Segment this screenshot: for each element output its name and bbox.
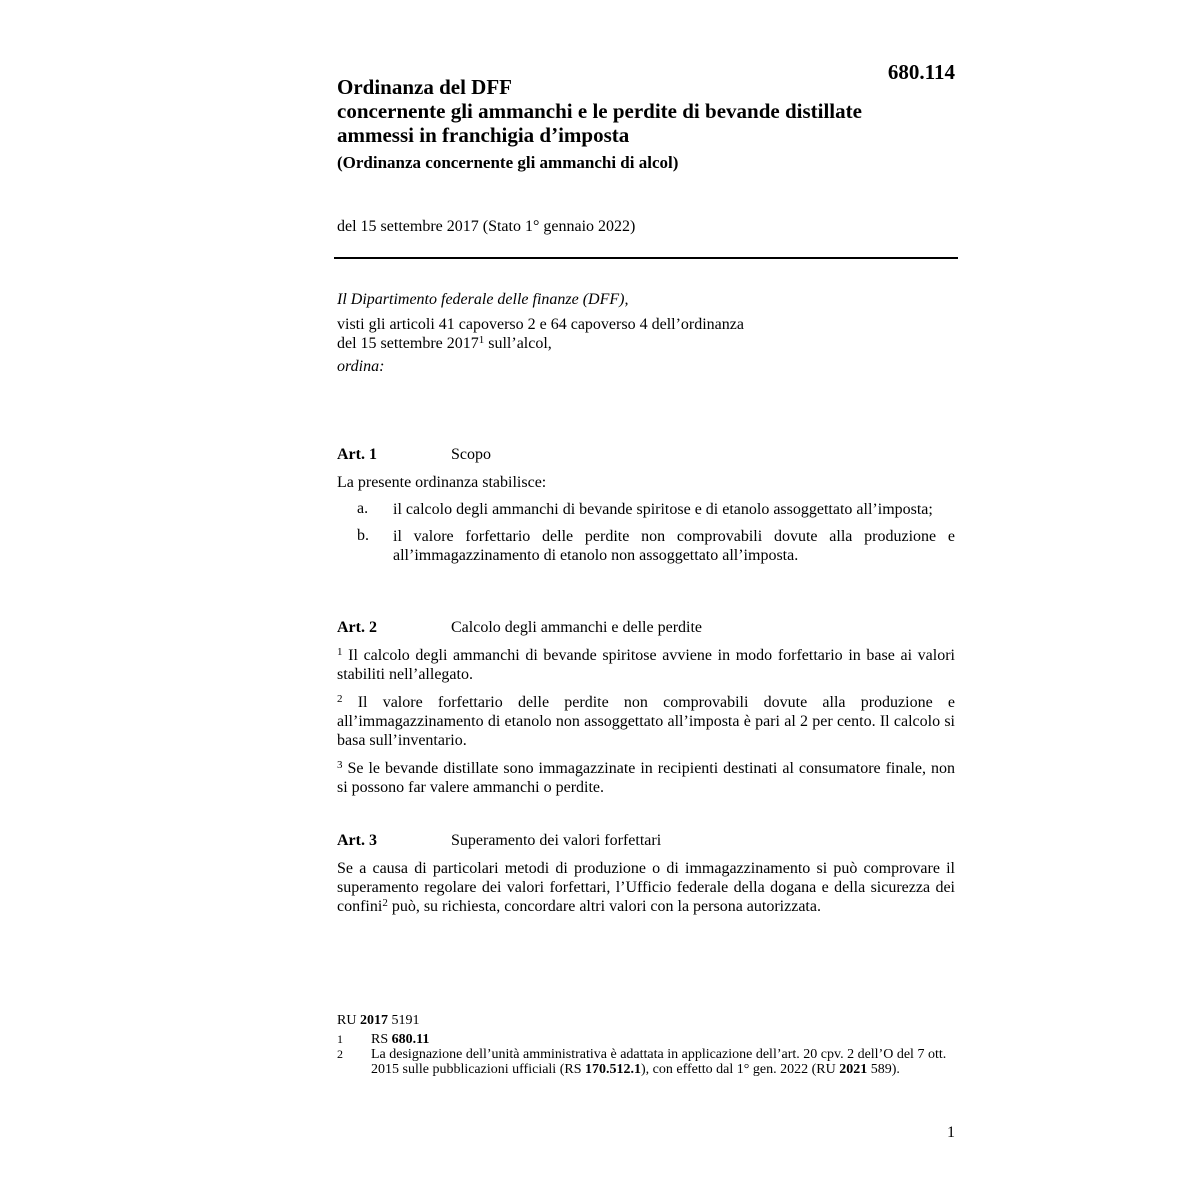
- preamble-basis-text-end: sull’alcol,: [484, 335, 552, 352]
- article-3: [337, 831, 955, 925]
- sr-number: 680.114: [887, 60, 955, 84]
- preamble: [337, 290, 957, 376]
- footnotes: [337, 1012, 957, 1077]
- preamble-basis-line-2: [337, 334, 957, 353]
- paragraph-number: 2: [337, 693, 343, 705]
- page-number: 1: [947, 1124, 955, 1141]
- footnote-ref-2[interactable]: 2: [382, 897, 388, 909]
- article-1-heading: [337, 445, 955, 465]
- footnote-ref-1[interactable]: 1: [478, 334, 485, 346]
- article-3-text-start: Se a causa di particolari metodi di produzione o di immagazzinamento si può comprovare il superamento regolare dei valori forfettari, l’Ufficio federale della dogana e della sicurezza dei confini: [337, 860, 955, 915]
- title-line-2: concernente gli ammanchi e le perdite di bevande distillate: [337, 99, 862, 123]
- preamble-basis-line-1: visti gli articoli 41 capoverso 2 e 64 capoverso 4 dell’ordinanza: [337, 316, 744, 333]
- article-number: Art. 1: [337, 446, 377, 463]
- article-number: Art. 3: [337, 832, 377, 849]
- footnote-ru-year: 2021: [839, 1062, 868, 1077]
- article-3-heading: [337, 831, 955, 851]
- footnote-text-post: 589).: [867, 1062, 900, 1077]
- article-2-heading: [337, 618, 955, 638]
- footnote-sr-ref: 170.512.1: [585, 1062, 641, 1077]
- ru-year: 2017: [359, 1013, 388, 1028]
- list-text: il calcolo degli ammanchi di bevande spiritose e di etanolo assoggettato all’imposta;: [393, 501, 933, 518]
- paragraph-number: 3: [337, 759, 343, 771]
- list-text: il valore forfettario delle perdite non comprovabili dovute alla produzione e all’immagazzinamento di etanolo non assoggettato all’imposta.: [393, 528, 955, 564]
- ru-page: 5191: [387, 1013, 420, 1028]
- footnote-text-mid: ), con effetto dal 1° gen. 2022 (RU: [641, 1062, 840, 1077]
- article-2-paragraph-2: [337, 693, 955, 750]
- official-compilation-ref: [337, 1012, 957, 1030]
- title-block: [337, 75, 957, 174]
- preamble-authority: Il Dipartimento federale delle finanze (DFF),: [337, 291, 629, 308]
- footnote-text-pre: La designazione dell’unità amministrativa è adattata in applicazione dell’art. 20 cpv. 2 dell’O del 7 ott. 2015 sulle pubblicazioni ufficiali (RS: [371, 1047, 947, 1077]
- footnote-number: 2: [337, 1047, 343, 1061]
- footnote-text: [371, 1032, 957, 1047]
- footnote-number: 1: [337, 1032, 343, 1046]
- article-title: Scopo: [451, 446, 491, 463]
- header-divider: [334, 257, 958, 259]
- footnote-2: [337, 1047, 957, 1077]
- footnote-text: [371, 1047, 957, 1077]
- list-letter: b.: [357, 527, 369, 544]
- article-1: [337, 445, 955, 565]
- article-3-text-end: può, su richiesta, concordare altri valori con la persona autorizzata.: [387, 898, 821, 915]
- title-line-1: Ordinanza del DFF: [337, 75, 513, 99]
- article-1-intro: La presente ordinanza stabilisce:: [337, 474, 547, 491]
- article-2-paragraph-3: [337, 759, 955, 797]
- document-date: del 15 settembre 2017 (Stato 1° gennaio 2022): [337, 218, 636, 235]
- list-letter: a.: [357, 500, 369, 517]
- footnote-text-pre: RS: [371, 1032, 392, 1047]
- paragraph-text: Se le bevande distillate sono immagazzinate in recipienti destinati al consumatore finale, non si possono far valere ammanchi o perdite.: [337, 760, 956, 796]
- footnote-1: [337, 1032, 957, 1047]
- article-title: Calcolo degli ammanchi e delle perdite: [451, 619, 703, 636]
- footnote-sr-ref: 680.11: [391, 1032, 430, 1047]
- article-title: Superamento dei valori forfettari: [451, 832, 662, 849]
- paragraph-text: Il valore forfettario delle perdite non comprovabili dovute alla produzione e all’immagazzinamento di etanolo non assoggettato all’imposta è pari al 2 per cento. Il calcolo si basa sull’inventario.: [337, 694, 955, 749]
- ru-prefix: RU: [337, 1013, 360, 1028]
- article-3-text: [337, 859, 955, 916]
- title-line-3: ammessi in franchigia d’imposta: [337, 123, 630, 147]
- preamble-decrees: ordina:: [337, 358, 385, 375]
- paragraph-number: 1: [337, 646, 343, 658]
- article-number: Art. 2: [337, 619, 377, 636]
- paragraph-text: Il calcolo degli ammanchi di bevande spiritose avviene in modo forfettario in base ai valori stabiliti nell’allegato.: [337, 647, 956, 683]
- short-title: (Ordinanza concernente gli ammanchi di alcol): [337, 153, 679, 172]
- list-item-a: [337, 500, 955, 519]
- article-2-paragraph-1: [337, 646, 955, 684]
- article-2: [337, 618, 955, 806]
- preamble-basis-text: del 15 settembre 2017: [337, 335, 479, 352]
- list-item-b: [337, 527, 955, 565]
